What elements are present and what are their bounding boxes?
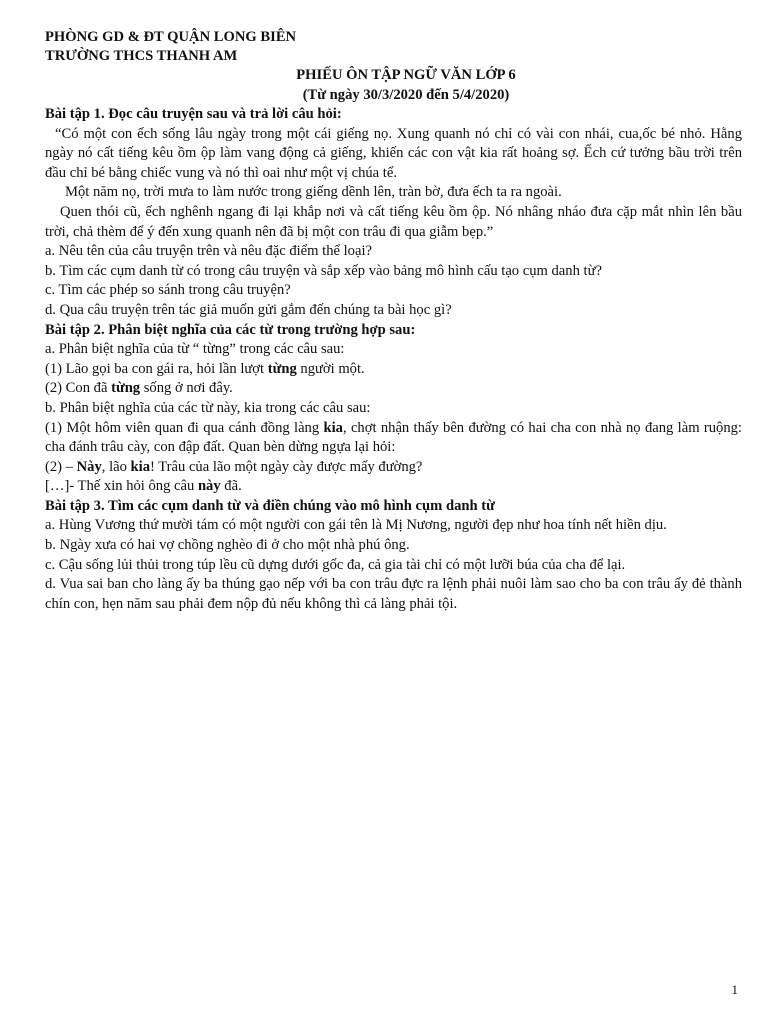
exercise-2-heading: Bài tập 2. Phân biệt nghĩa của các từ trong trường hợp sau: xyxy=(45,321,416,338)
page-number: 1 xyxy=(731,982,738,997)
department-header: PHÒNG GD & ĐT QUẬN LONG BIÊN xyxy=(45,29,297,45)
exercise-3-heading: Bài tập 3. Tìm các cụm danh từ và điền chúng vào mô hình cụm danh từ xyxy=(45,497,495,514)
question-1a: a. Nêu tên của câu truyện trên và nêu đặc điểm thể loại? xyxy=(45,243,372,260)
exercise-2a-sentence-2: (2) Con đã từng sống ở nơi đây. xyxy=(45,380,233,397)
worksheet-dates: (Từ ngày 30/3/2020 đến 5/4/2020) xyxy=(302,86,510,103)
question-1d: d. Qua câu truyện trên tác giả muốn gửi gắm đến chúng ta bài học gì? xyxy=(45,301,452,318)
story-paragraph-3: Quen thói cũ, ếch nghênh ngang đi lại khắp nơi và cất tiếng kêu ồm ộp. Nó nhâng nháo đưa cặp mắt nhìn lên bầu trời, chả thèm để ý đến xung quanh nên đã bị một con trâu đi qua giẫm bẹp.” xyxy=(45,203,742,240)
school-header: TRƯỜNG THCS THANH AM xyxy=(45,48,238,64)
story-paragraph-2: Một năm nọ, trời mưa to làm nước trong giếng dềnh lên, tràn bờ, đưa ếch ta ra ngoài. xyxy=(65,184,562,201)
worksheet-page xyxy=(45,28,742,614)
story-paragraph-1: “Có một con ếch sống lâu ngày trong một cái giếng nọ. Xung quanh nó chỉ có vài con nhái, cua,ốc bé nhỏ. Hằng ngày nó cất tiếng kêu ồm ộp làm vang động cả giếng, khiến các con vật kia rất hoảng sợ. Ếch cứ tưởng bầu trời trên đầu chỉ bé bằng chiếc vung và nó thì oai như một vị chúa tể. xyxy=(45,125,742,181)
exercise-2b-intro: b. Phân biệt nghĩa của các từ này, kia trong các câu sau: xyxy=(45,399,371,416)
exercise-2a-intro: a. Phân biệt nghĩa của từ “ từng” trong các câu sau: xyxy=(45,341,345,358)
exercise-3d: d. Vua sai ban cho làng ấy ba thúng gạo nếp với ba con trâu đực ra lệnh phải nuôi làm sao cho ba con trâu ấy đẻ thành chín con, hẹn năm sau phải đem nộp đủ nếu không thì cả làng phải tội. xyxy=(45,576,742,612)
exercise-2b-sentence-2: (2) – Này, lão kia! Trâu của lão một ngày cày được mấy đường? xyxy=(45,458,423,475)
exercise-3a: a. Hùng Vương thứ mười tám có một người con gái tên là Mị Nương, người đẹp như hoa tính nết hiền dịu. xyxy=(45,517,667,534)
exercise-2b-sentence-1: (1) Một hôm viên quan đi qua cánh đồng làng kia, chợt nhận thấy bên đường có hai cha con nhà nọ đang làm ruộng: cha đánh trâu cày, con đập đất. Quan bèn dừng ngựa lại hỏi: xyxy=(45,419,742,456)
exercise-2a-sentence-1: (1) Lão gọi ba con gái ra, hỏi lần lượt từng người một. xyxy=(45,360,365,377)
exercise-1-heading: Bài tập 1. Đọc câu truyện sau và trả lời câu hỏi: xyxy=(45,106,342,122)
question-1b: b. Tìm các cụm danh từ có trong câu truyện và sắp xếp vào bảng mô hình cấu tạo cụm danh từ? xyxy=(45,262,602,279)
exercise-2b-sentence-3: […]- Thế xin hỏi ông câu này đã. xyxy=(45,478,242,495)
exercise-3c: c. Cậu sống lủi thủi trong túp lều cũ dựng dưới gốc đa, cả gia tài chỉ có một lưỡi búa của cha để lại. xyxy=(45,556,626,573)
question-1c: c. Tìm các phép so sánh trong câu truyện? xyxy=(45,282,291,299)
exercise-3b: b. Ngày xưa có hai vợ chồng nghèo đi ở cho một nhà phú ông. xyxy=(45,537,410,554)
worksheet-title: PHIẾU ÔN TẬP NGỮ VĂN LỚP 6 xyxy=(296,67,516,83)
